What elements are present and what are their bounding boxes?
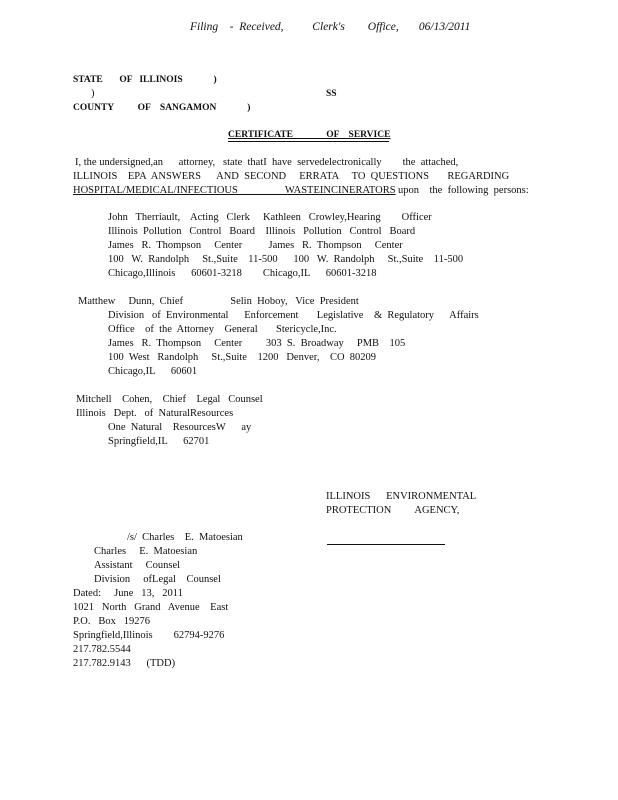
signer-title: Assistant Counsel: [94, 560, 181, 571]
caption-state: STATE OF ILLINOIS ): [73, 75, 217, 85]
intro-line-2: ILLINOIS EPA ANSWERS AND SECOND ERRATA TO QUESTIONS REGARDING: [73, 171, 510, 182]
signer-division: Division ofLegal Counsel: [94, 574, 221, 585]
tdd-number: 217.782.9143 (TDD): [73, 658, 176, 669]
agency-line-2: PROTECTION AGENCY,: [326, 505, 460, 516]
recipient-block-3-name: Mitchell Cohen, Chief Legal Counsel: [76, 394, 263, 405]
address-street: 1021 North Grand Avenue East: [73, 602, 229, 613]
title-underline: [228, 141, 389, 142]
caption-paren: ): [91, 88, 95, 99]
recipient-block-2-line-2: Office of the Attorney General Stericycle,Inc.: [108, 324, 337, 335]
caption-county: COUNTY OF SANGAMON ): [73, 103, 251, 113]
recipient-block-1-line-5: Chicago,Illinois 60601-3218 Chicago,IL 60601-3218: [108, 268, 377, 279]
address-po-box: P.O. Box 19276: [73, 616, 151, 627]
document-title: CERTIFICATE OF SERVICE: [228, 130, 391, 140]
signer-name: Charles E. Matoesian: [94, 546, 198, 557]
caption-ss: SS: [326, 89, 337, 99]
recipient-block-3-line-2: Springfield,IL 62701: [108, 436, 210, 447]
recipient-block-2-line-5: Chicago,IL 60601: [108, 366, 198, 377]
recipient-block-3-line-1: One Natural ResourcesW ay: [108, 422, 252, 433]
dated-line: Dated: June 13, 2011: [73, 588, 183, 599]
recipient-block-1-line-3: James R. Thompson Center James R. Thompson Center: [108, 240, 403, 251]
agency-line-1: ILLINOIS ENVIRONMENTAL: [326, 491, 477, 502]
phone-number: 217.782.5544: [73, 644, 131, 655]
electronic-signature: /s/ Charles E. Matoesian: [127, 532, 243, 543]
recipient-block-2-line-4: 100 West Randolph St.,Suite 1200 Denver, CO 80209: [108, 352, 377, 363]
recipient-block-2-line-1: Division of Environmental Enforcement Legislative & Regulatory Affairs: [108, 310, 479, 321]
recipient-block-1-line-4: 100 W. Randolph St.,Suite 11-500 100 W. Randolph St.,Suite 11-500: [108, 254, 464, 265]
intro-line-3: HOSPITAL/MEDICAL/INFECTIOUS WASTEINCINERATORS: [73, 185, 396, 196]
address-city: Springfield,Illinois 62794-9276: [73, 630, 225, 641]
signature-rule: [327, 544, 445, 545]
intro-line-1: I, the undersigned,an attorney, state thatI have servedelectronically the attached,: [75, 157, 459, 168]
intro-line-3-tail: upon the following persons:: [398, 185, 529, 196]
recipient-block-1-line-2: Illinois Pollution Control Board Illinois Pollution Control Board: [108, 226, 416, 237]
recipient-block-2-names: Matthew Dunn, Chief Selin Hoboy, Vice President: [78, 296, 359, 307]
recipient-block-2-line-3: James R. Thompson Center 303 S. Broadway PMB 105: [108, 338, 406, 349]
recipient-block-1-line-1: John Therriault, Acting Clerk Kathleen Crowley,Hearing Officer: [108, 212, 432, 223]
recipient-block-3-dept: Illinois Dept. of NaturalResources: [76, 408, 234, 419]
filing-header: Filing - Received, Clerk's Office, 06/13/2011: [190, 21, 471, 33]
